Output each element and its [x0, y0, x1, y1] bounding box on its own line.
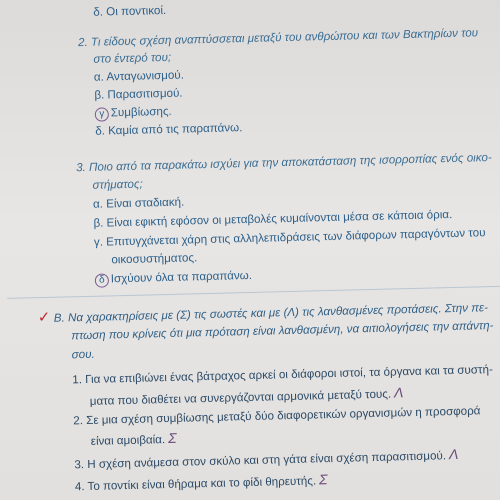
q3-option-c: γ. Επιτυγχάνεται χάρη στις αλληλεπιδράσεις των διάφορων παραγόντων του: [93, 226, 486, 249]
q2-stem-line1: [78, 26, 478, 49]
q2-option-d: δ. Καμία από τις παραπάνω.: [95, 121, 243, 138]
section-b-intro-line3: σου.: [71, 347, 95, 362]
q2-option-c-text: Συμβίωσης.: [110, 104, 172, 120]
statement-1-text-cont: ματα που διαθέτει να συνεργάζονται αρμονικά μεταξύ τους.: [89, 387, 392, 408]
q2-text: Τι είδους σχέση αναπτύσσεται μεταξύ του ανθρώπου και των Βακτηρίων του: [90, 26, 479, 49]
circled-answer-mark: δ: [95, 273, 109, 287]
handwritten-answer: Λ: [393, 384, 404, 401]
q3-option-d-text: Ισχύουν όλα τα παραπάνω.: [110, 268, 253, 286]
statement-3: [74, 446, 458, 471]
q3-text: Ποιο από τα παρακάτω ισχύει για την αποκατάσταση της ισορροπίας ενός οικο-: [88, 151, 492, 174]
handwritten-answer: Λ: [448, 445, 459, 463]
statement-1-line1: [72, 363, 493, 386]
statement-1-text: Για να επιβιώνει ένας βάτραχος αρκεί οι διάφοροι ιστοί, τα όργανα και τα συστή-: [85, 363, 494, 387]
q3-number: 3.: [75, 160, 86, 175]
q2-number: 2.: [77, 35, 88, 50]
section-b-instructions: Να χαρακτηρίσεις με (Σ) τις σωστές και με (Λ) τις λανθασμένες προτάσεις. Στην πε-: [67, 301, 489, 325]
section-b-label: B.: [53, 311, 65, 325]
q3-stem-line1: [76, 151, 492, 174]
q1-option-d: δ. Οι ποντικοί.: [93, 3, 167, 19]
statement-1-number: 1.: [72, 373, 83, 387]
statement-2-text-cont: είναι αμοιβαία.: [90, 433, 166, 448]
q3-option-b: β. Είναι εφικτή εφόσον οι μεταβολές κυμαίνονται μέσα σε κάποια όρια.: [93, 208, 453, 230]
handwritten-answer: Σ: [318, 471, 328, 488]
statement-2-number: 2.: [73, 414, 84, 428]
q2-option-a: α. Ανταγωνισμού.: [93, 68, 185, 84]
statement-4: [75, 471, 328, 493]
circled-answer-mark: γ: [95, 107, 109, 121]
q2-option-c: [95, 105, 172, 122]
q3-stem-line2: στήματος;: [92, 177, 143, 192]
statement-1-line2: [90, 384, 404, 408]
q3-option-c-cont: οικοσυστήματος.: [111, 251, 198, 267]
red-check-mark: ✓: [37, 308, 51, 327]
handwritten-answer: Σ: [167, 429, 177, 447]
statement-4-number: 4.: [74, 480, 85, 494]
section-divider: [7, 284, 500, 299]
statement-2-text: Σε μια σχέση συμβίωσης μεταξύ δύο διαφορετικών οργανισμών η προσφορά: [86, 404, 481, 428]
section-b-intro-line2: πτωση που κρίνεις ότι μια πρόταση είναι λανθασμένη, να αιτιολογήσεις την απάντη-: [71, 319, 494, 343]
q3-option-a: α. Είναι σταδιακή.: [92, 195, 185, 211]
q3-option-d: [95, 269, 252, 288]
statement-2-line1: [73, 404, 480, 427]
q2-option-b: β. Παρασιτισμού.: [94, 86, 183, 102]
q2-stem-line2: στο έντερό του;: [93, 50, 172, 66]
statement-3-number: 3.: [74, 458, 85, 472]
statement-2-line2: [91, 430, 177, 448]
statement-3-text: Η σχέση ανάμεσα στον σκύλο και στη γάτα είναι σχέση παρασιτισμού.: [87, 449, 447, 472]
statement-4-text: Το ποντίκι είναι θήραμα και το φίδι θηρευτής.: [87, 474, 317, 494]
